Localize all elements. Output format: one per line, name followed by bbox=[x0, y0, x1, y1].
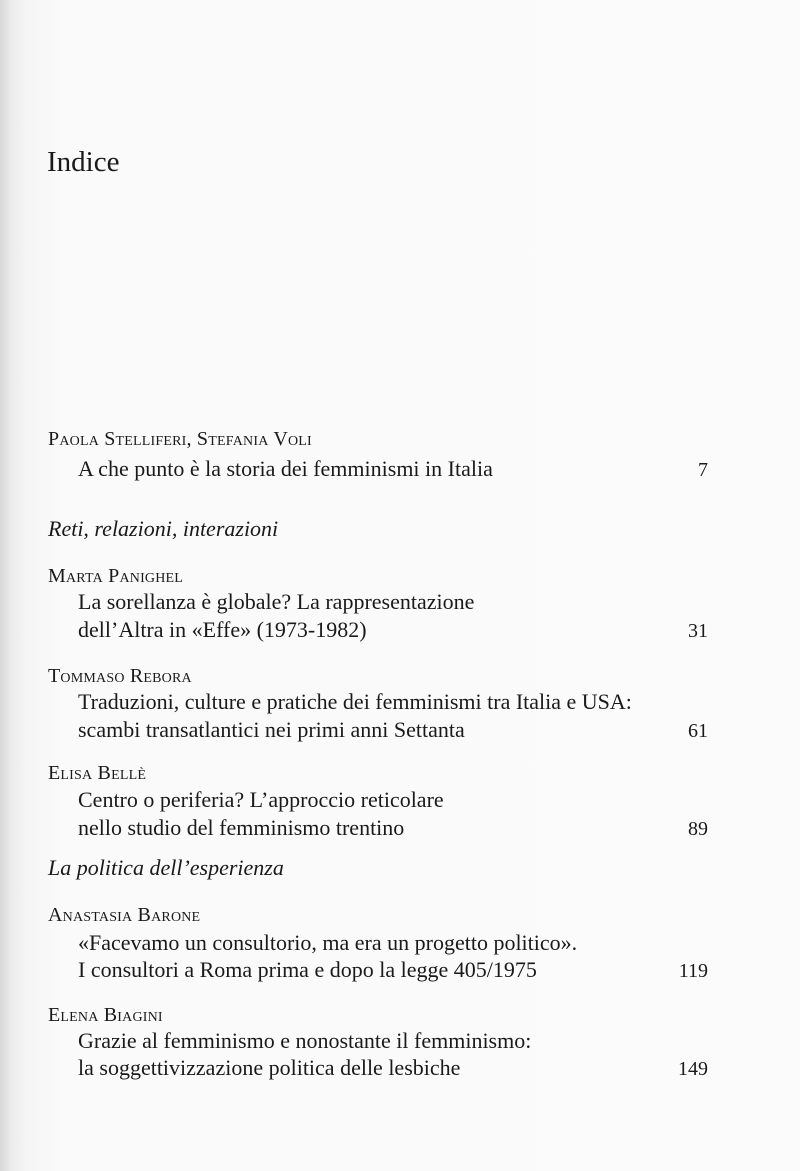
toc-entry-title: Traduzioni, culture e pratiche dei femminismi tra Italia e USA: bbox=[78, 689, 632, 714]
toc-entry-title: «Facevamo un consultorio, ma era un progetto politico». bbox=[78, 930, 578, 955]
toc-entry-title: La sorellanza è globale? La rappresentazione bbox=[78, 589, 475, 614]
toc-entry-title: A che punto è la storia dei femminismi in Italia bbox=[78, 456, 493, 481]
section-heading: La politica dell’esperienza bbox=[48, 855, 284, 880]
toc-entry-title: nello studio del femminismo trentino bbox=[78, 815, 405, 840]
toc-author: Elena Biagini bbox=[48, 1004, 163, 1026]
toc-author: Tommaso Rebora bbox=[48, 665, 192, 687]
toc-entry-title: scambi transatlantici nei primi anni Settanta bbox=[78, 717, 465, 742]
page-title: Indice bbox=[47, 146, 120, 178]
toc-entry-title: Centro o periferia? L’approccio reticolare bbox=[78, 787, 444, 812]
toc-entry-title: Grazie al femminismo e nonostante il femminismo: bbox=[78, 1028, 532, 1053]
toc-entry-title: dell’Altra in «Effe» (1973-1982) bbox=[78, 617, 367, 642]
toc-author: Anastasia Barone bbox=[48, 904, 201, 926]
toc-page-number: 149 bbox=[678, 1058, 708, 1080]
section-heading: Reti, relazioni, interazioni bbox=[48, 516, 279, 541]
toc-author: Elisa Bellè bbox=[48, 762, 147, 784]
toc-entry-title: la soggettivizzazione politica delle lesbiche bbox=[78, 1055, 461, 1080]
toc-page-number: 31 bbox=[688, 620, 708, 642]
toc-page-number: 119 bbox=[678, 960, 708, 982]
toc-page-number: 89 bbox=[688, 818, 708, 840]
toc-page-number: 61 bbox=[688, 720, 708, 742]
toc-entry-title: I consultori a Roma prima e dopo la legge 405/1975 bbox=[78, 957, 537, 982]
toc-author: Paola Stelliferi, Stefania Voli bbox=[48, 428, 312, 450]
toc-page-number: 7 bbox=[698, 459, 708, 481]
toc-author: Marta Panighel bbox=[48, 565, 184, 587]
